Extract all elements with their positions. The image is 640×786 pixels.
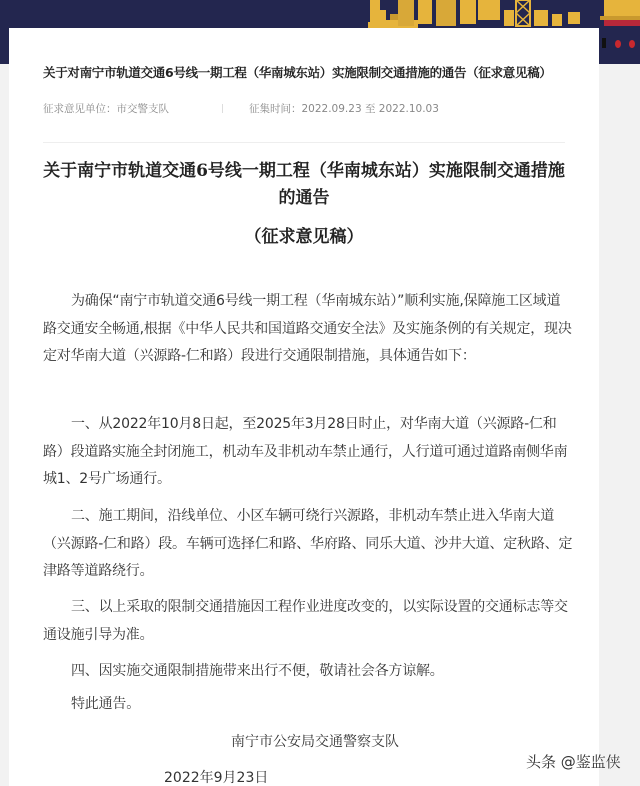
solicit-period-value: 2022.09.23 至 2022.10.03 <box>301 103 439 115</box>
meta-separator <box>222 104 223 113</box>
document-title: 关于南宁市轨道交通6号线一期工程（华南城东站）实施限制交通措施的通告 <box>43 161 565 208</box>
watermark: 头条 @鉴监侠 <box>526 753 621 771</box>
solicit-unit-value: 市交警支队 <box>116 103 169 115</box>
solicit-unit <box>43 101 169 116</box>
paragraph-item-3: 三、以上采取的限制交通措施因工程作业进度改变的，以实际设置的交通标志等交通设施引导为准。 <box>43 599 568 643</box>
document-date: 2022年9月23日 <box>164 770 269 786</box>
paragraph-item-4: 四、因实施交通限制措施带来出行不便，敬请社会各方谅解。 <box>71 663 444 679</box>
paragraph-closing: 特此通告。 <box>71 696 140 712</box>
signature: 南宁市公安局交通警察支队 <box>231 734 399 750</box>
paragraph-item-1: 一、从2022年10月8日起，至2025年3月28日时止，对华南大道（兴源路-仁和路）段道路实施全封闭施工，机动车及非机动车禁止通行，人行道可通过道路南侧华南城1、2号广场通行。 <box>43 416 568 487</box>
paragraph-item-2: 二、施工期间，沿线单位、小区车辆可绕行兴源路，非机动车禁止进入华南大道（兴源路-仁和路）段。车辆可选择仁和路、华府路、同乐大道、沙井大道、定秋路、定津路等道路绕行。 <box>43 508 573 579</box>
article-card <box>9 28 599 786</box>
document-subtitle: （征求意见稿） <box>244 227 364 247</box>
solicit-period-label: 征集时间： <box>249 103 302 115</box>
article-headline: 关于对南宁市轨道交通6号线一期工程（华南城东站）实施限制交通措施的通告（征求意见稿） <box>43 65 552 80</box>
solicit-unit-label: 征求意见单位： <box>43 103 117 115</box>
solicit-period <box>249 101 439 116</box>
paragraph-intro: 为确保“南宁市轨道交通6号线一期工程（华南城东站）”顺利实施,保障施工区域道路交通安全畅通,根据《中华人民共和国道路交通安全法》及实施条例的有关规定，现决定对华南大道（兴源路-仁和路）段进行交通限制措施，具体通告如下： <box>43 293 572 364</box>
header-divider <box>43 142 565 143</box>
